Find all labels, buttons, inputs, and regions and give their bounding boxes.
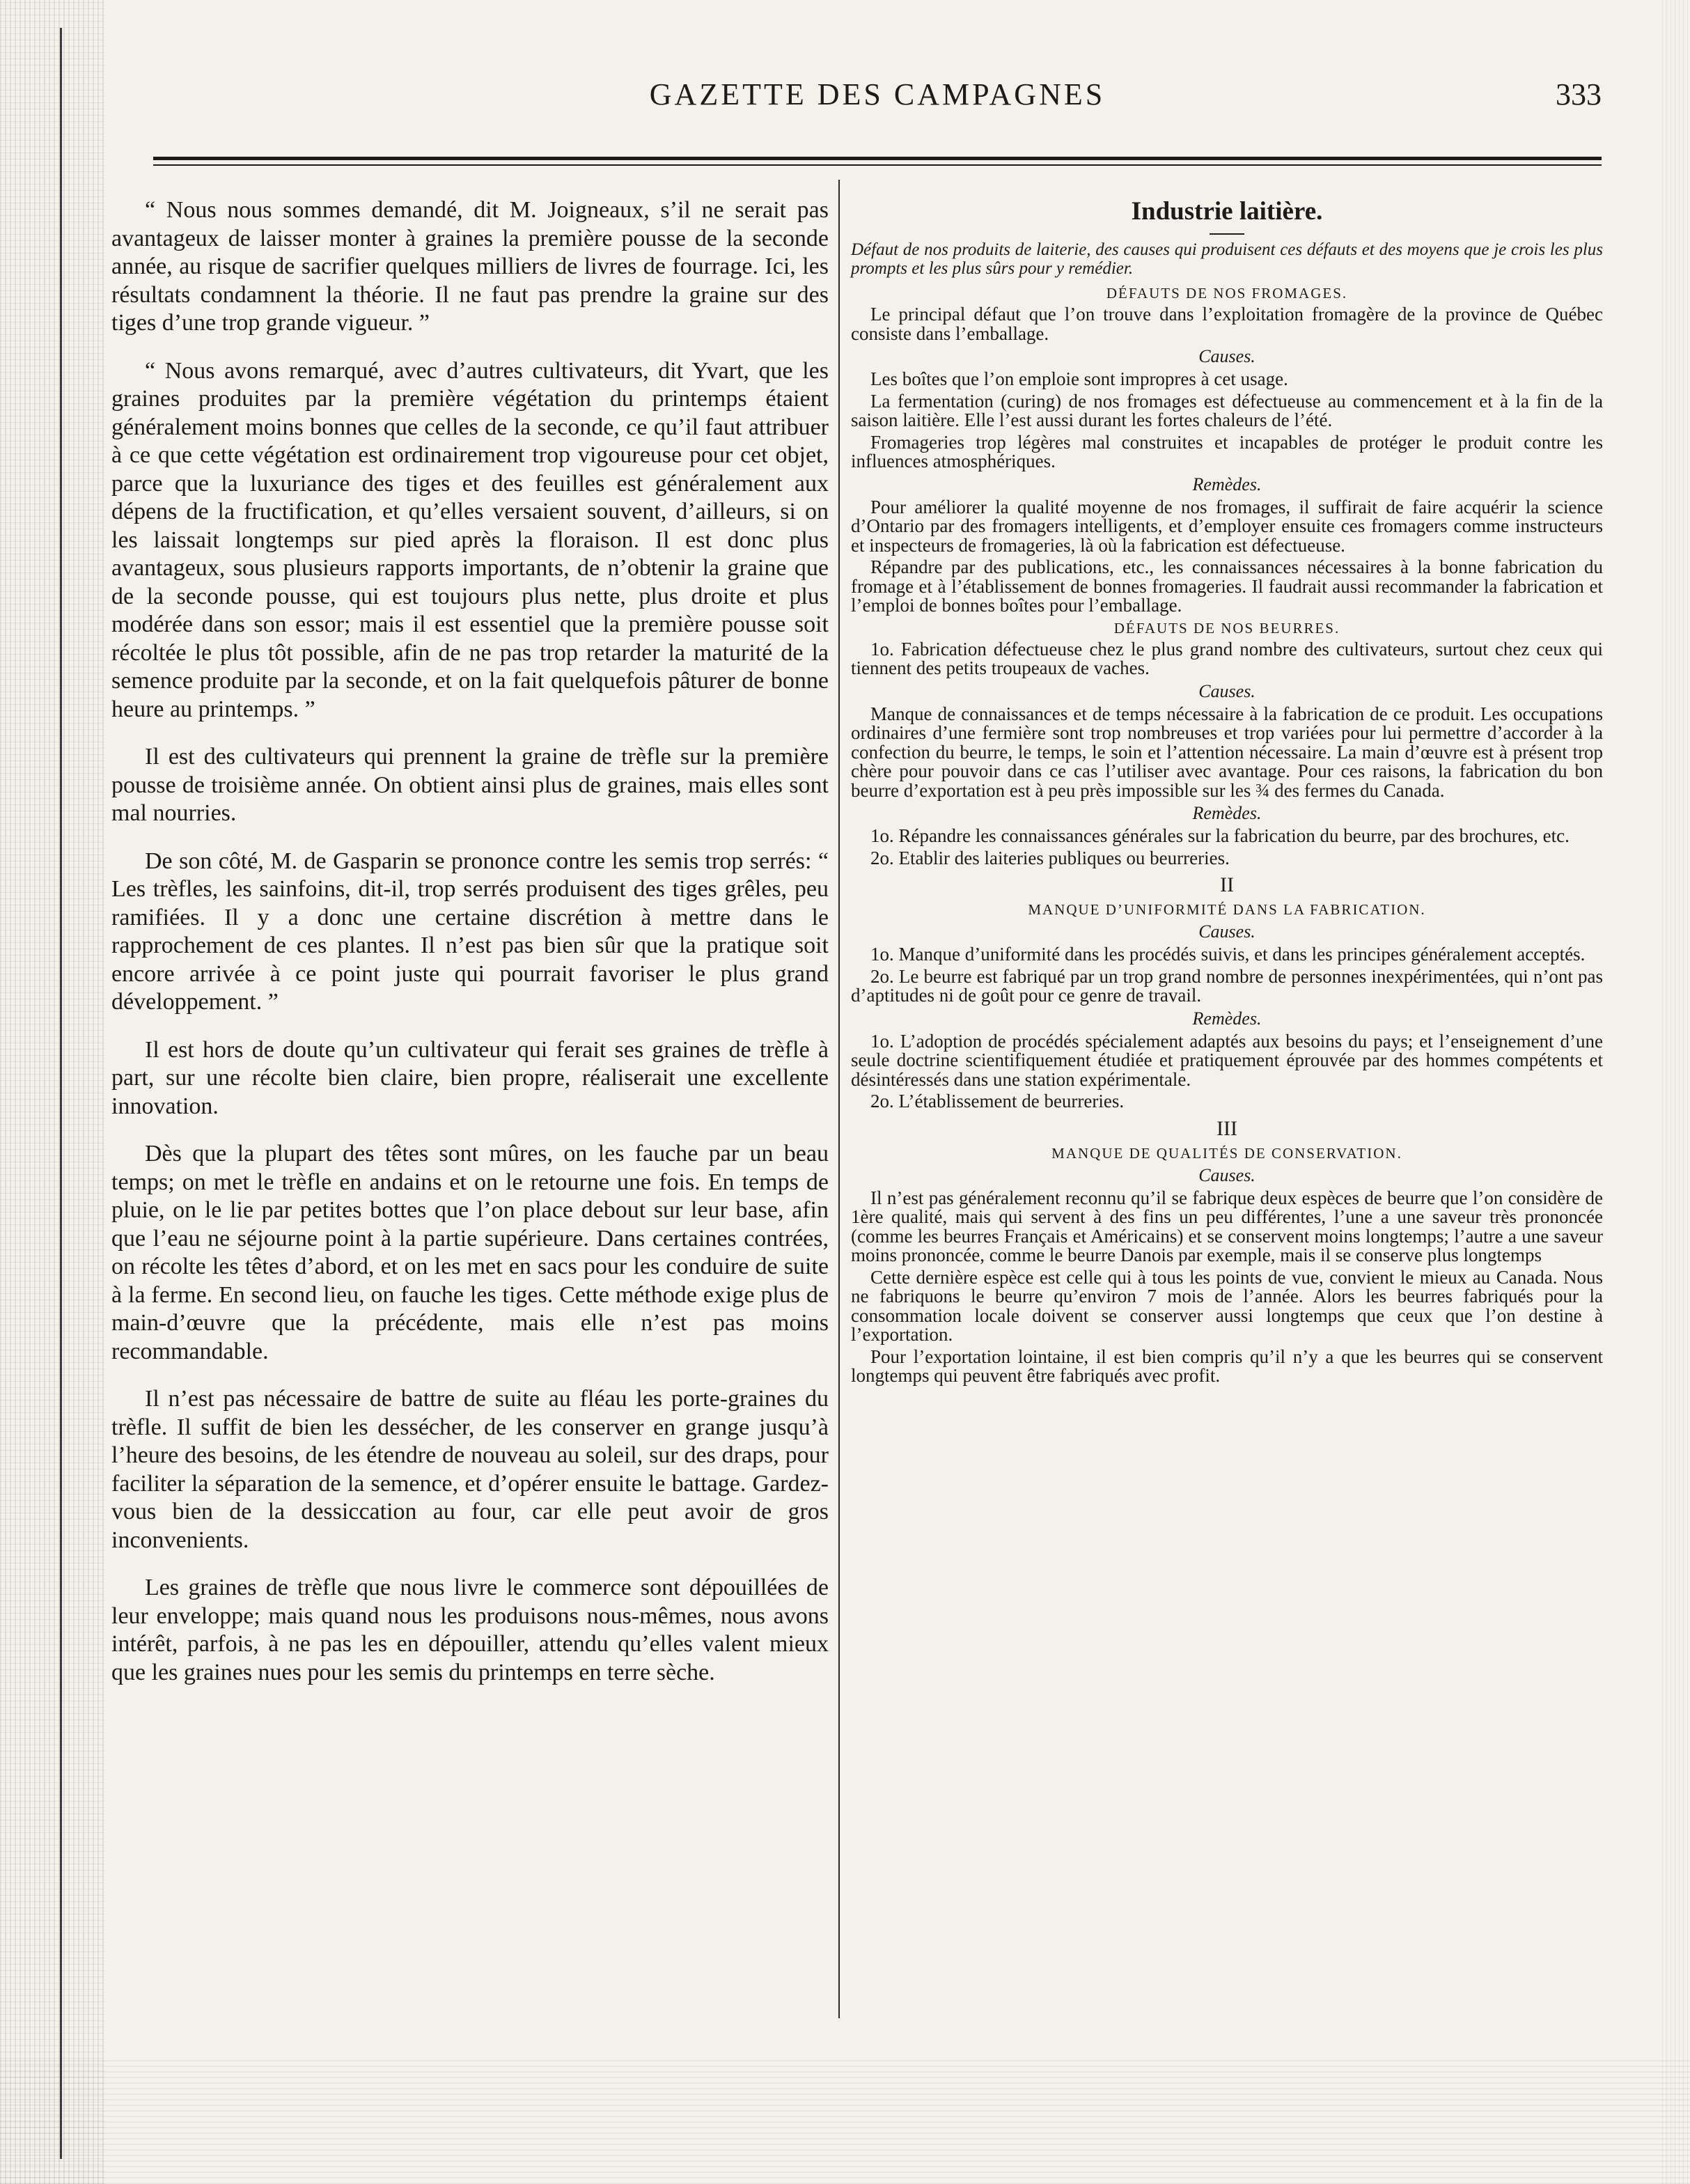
remedes-label: Remèdes. [1192, 474, 1262, 494]
paragraph: Il n’est pas nécessaire de battre de suite au fléau les porte-graines du trèfle. Il suffit de bien les dessécher, de les conserver en grange jusqu’à l’heure des besoins, de les étendre de nouveau au soleil, sur des draps, pour faciliter la séparation de la semence, et d’opérer ensuite le battage. Gardez-vous bien de la dessiccation au four, car elle peut avoir de gros inconvenients. [111, 1386, 829, 1553]
paragraph: De son côté, M. de Gasparin se prononce contre les semis trop serrés: “ Les trèfles, les sainfoins, dit-il, trop serrés produisent des tiges grêles, peu ramifiées. Il y a donc une certaine discrétion à mettre dans le rapprochement de ces plantes. Il n’est pas bien sûr que la pratique soit encore arrivée à ce point juste qui pourrait favoriser le plus grand développement. ” [111, 848, 829, 1015]
paragraph: Fromageries trop légères mal construites et incapables de protéger le produit contre les influences atmosphériques. [851, 431, 1603, 471]
causes-label: Causes. [1198, 921, 1255, 942]
paragraph: 2o. Etablir des laiteries publiques ou beurreries. [870, 847, 1230, 868]
remedes-label: Remèdes. [1192, 803, 1262, 823]
column-divider [838, 180, 840, 2018]
scan-edge-right [1662, 0, 1690, 2184]
paragraph: Il n’est pas généralement reconnu qu’il se fabrique deux espèces de beurre que l’on considère de 1ère qualité, mais qui servent à des fins un peu différentes, l’une a une saveur très prononcée (comme les beurres Français et Américains) et se conservent moins longtemps; l’autre a une saveur moins prononcée, comme le beurre Danois par exemple, mais il se conserve plus longtemps [851, 1187, 1603, 1265]
paragraph: Manque de connaissances et de temps nécessaire à la fabrication de ce produit. Les occupations ordinaires d’une fermière sont trop nombreuses et trop variées pour lui permettre d’accorder à la confection du beurre, le temps, le soin et l’attention nécessaire. La main d’œuvre est à présent trop chère pour pouvoir dans ce cas l’utiliser avec avantage. Pour ces raisons, la fabrication du bon beurre d’exportation est à peu près impossible sur les ¾ des fermes du Canada. [851, 703, 1603, 801]
paragraph: Pour l’exportation lointaine, il est bien compris qu’il n’y a que les beurres qui se conservent longtemps qui peuvent être fabriqués avec profit. [851, 1346, 1603, 1386]
paragraph: La fermentation (curing) de nos fromages est défectueuse au commencement et à la fin de la saison laitière. Elle l’est aussi durant les fortes chaleurs de l’été. [851, 390, 1603, 430]
title-rule [1210, 233, 1244, 235]
scan-edge-bottom [0, 2059, 1690, 2184]
paragraph: Les boîtes que l’on emploie sont impropres à cet usage. [870, 368, 1288, 389]
section-heading-beurres: DÉFAUTS DE NOS BEURRES. [1113, 619, 1340, 637]
paragraph: Dès que la plupart des têtes sont mûres, on les fauche par un beau temps; on met le trèfle en andains et on le retourne une fois. En temps de pluie, on le lie par petites bottes que l’on place debout sur leur base, afin que l’eau ne séjourne point à la partie supérieure. Dans certaines contrées, on récolte les têtes d’abord, et on les met en sacs pour les conduire de suite à la ferme. En second lieu, on fauche les tiges. Cette méthode exige plus de main-d’œuvre que la précédente, mais elle n’est pas moins recommandable. [111, 1141, 829, 1364]
paragraph: Le principal défaut que l’on trouve dans l’exploitation fromagère de la province de Québec consiste dans l’emballage. [851, 304, 1603, 344]
remedes-label: Remèdes. [1192, 1008, 1262, 1029]
header-rule-thin [153, 164, 1602, 166]
paragraph: 1o. Répandre les connaissances générales sur la fabrication du beurre, par des brochures, etc. [870, 825, 1570, 846]
paragraph: 2o. L’établissement de beurreries. [870, 1091, 1125, 1112]
header-rule-thick [153, 157, 1602, 160]
page-header [153, 77, 1602, 118]
running-title: GAZETTE DES CAMPAGNES [649, 77, 1106, 111]
paragraph: 1o. L’adoption de procédés spécialement adaptés aux besoins du pays; et l’enseignement d’une seule doctrine scientifiquement étudiée et pratiquement éprouvée par des hommes compétents et désintéressés dans une station expérimentale. [851, 1030, 1603, 1090]
section-numeral-ii: II [1220, 873, 1234, 896]
paragraph: “ Nous avons remarqué, avec d’autres cultivateurs, dit Yvart, que les graines produites par la première végétation du printemps étaient généralement moins bonnes que celles de la seconde, ce qu’il faut attribuer à ce que cette végétation est ordinairement trop vigoureuse pour cet objet, parce que la luxuriance des tiges et des feuilles est généralement aux dépens de la fructification, et qu’elles versaient souvent, d’ailleurs, si on les laissait longtemps sur pied après la floraison. Il est donc plus avantageux, sous plusieurs rapports importants, de n’obtenir la graine que de la seconde pousse, qui est toujours plus nette, plus droite et plus modérée dans son essor; mais il est essentiel que la première pousse soit récoltée le plus tôt possible, afin de ne pas trop retarder la maturité de la semence produite par la seconde, et on la fait quelquefois pâturer de bonne heure au printemps. ” [111, 357, 829, 722]
paragraph: “ Nous nous sommes demandé, dit M. Joigneaux, s’il ne serait pas avantageux de laisser monter à graines la première pousse de la seconde année, au risque de sacrifier quelques milliers de livres de fourrage. Ici, les résultats condamnent la théorie. Il ne faut pas prendre la graine sur des tiges d’une trop grande vigueur. ” [111, 197, 829, 336]
right-column [851, 196, 1603, 1389]
causes-label: Causes. [1198, 1164, 1255, 1185]
paragraph: Pour améliorer la qualité moyenne de nos fromages, il suffirait de faire acquérir la science d’Ontario par des fromagers intelligents, et d’employer ensuite ces fromagers comme instructeurs et inspecteurs de fromageries, là où la fabrication est défectueuse. [851, 496, 1603, 556]
article-subtitle: Défaut de nos produits de laiterie, des causes qui produisent ces défauts et des moyens que je crois les plus prompts et les plus sûrs pour y remédier. [851, 240, 1603, 278]
paragraph: 2o. Le beurre est fabriqué par un trop grand nombre de personnes inexpérimentées, qui n’ont pas d’aptitudes ni de goût pour ce genre de travail. [851, 965, 1603, 1006]
left-column [111, 196, 829, 1706]
paragraph: Répandre par des publications, etc., les connaissances nécessaires à la bonne fabrication du fromage et à l’établissement de bonnes fromageries. Il faudrait aussi recommander la fabrication et l’emploi de bonnes boîtes pour l’emballage. [851, 556, 1603, 616]
page-number: 333 [1556, 77, 1602, 111]
article-title: Industrie laitière. [1131, 197, 1323, 226]
section-heading-conservation: MANQUE DE QUALITÉS DE CONSERVATION. [1051, 1144, 1402, 1162]
scan-edge-left [0, 0, 104, 2184]
paragraph: Il est des cultivateurs qui prennent la graine de trèfle sur la première pousse de troisième année. On obtient ainsi plus de graines, mais elles sont mal nourries. [111, 744, 829, 826]
paragraph: Les graines de trèfle que nous livre le commerce sont dépouillées de leur enveloppe; mais quand nous les produisons nous-mêmes, nous avons intérêt, parfois, à ne pas les en dépouiller, attendu qu’elles valent mieux que les graines nues pour les semis du printemps en terre sèche. [111, 1575, 829, 1685]
causes-label: Causes. [1198, 680, 1255, 701]
paragraph: 1o. Fabrication défectueuse chez le plus grand nombre des cultivateurs, surtout chez ceux qui tiennent des petits troupeaux de vaches. [851, 638, 1603, 678]
paragraph: 1o. Manque d’uniformité dans les procédés suivis, et dans les principes généralement acceptés. [870, 944, 1586, 965]
section-heading-fromages: DÉFAUTS DE NOS FROMAGES. [1106, 285, 1348, 302]
section-numeral-iii: III [1216, 1116, 1237, 1140]
paragraph: Cette dernière espèce est celle qui à tous les points de vue, convient le mieux au Canada. Nous ne fabriquons le beurre qu’environ 7 mois de l’année. Alors les beurres fabriqués pour la consommation locale doivent se conserver aussi longtemps que ceux que l’on destine à l’exportation. [851, 1266, 1603, 1345]
section-heading-uniformite: MANQUE D’UNIFORMITÉ DANS LA FABRICATION. [1028, 901, 1426, 918]
paragraph: Il est hors de doute qu’un cultivateur qui ferait ses graines de trèfle à part, sur une récolte bien claire, bien propre, réaliserait une excellente innovation. [111, 1036, 829, 1119]
margin-rule [60, 28, 62, 2159]
causes-label: Causes. [1198, 346, 1255, 366]
